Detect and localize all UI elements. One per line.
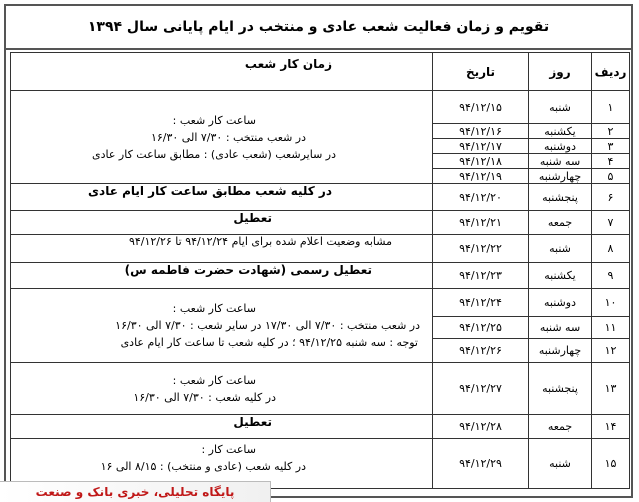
page-title: تقویم و زمان فعالیت شعب عادی و منتخب در ایام پایانی سال ۱۳۹۴	[6, 6, 631, 50]
row-day: چهارشنبه	[529, 169, 592, 184]
table-header	[11, 53, 630, 91]
row-day: چهارشنبه	[529, 339, 592, 363]
row-day: جمعه	[529, 211, 592, 235]
holiday-row-14: تعطیل	[11, 415, 433, 439]
note-line: در شعب منتخب : ۷/۳۰ الی ۱۶/۳۰	[150, 130, 306, 144]
row-number: ۱۰	[592, 289, 630, 317]
header-work-time: زمان کار شعب	[11, 53, 433, 91]
row-date: ۹۴/۱۲/۲۵	[433, 317, 529, 339]
holiday-row-7: تعطیل	[11, 211, 433, 235]
row-date: ۹۴/۱۲/۱۷	[433, 139, 529, 154]
note-line: در کلیه شعب : ۷/۳۰ الی ۱۶/۳۰	[133, 390, 276, 404]
row-date: ۹۴/۱۲/۱۸	[433, 154, 529, 169]
row-day: شنبه	[529, 91, 592, 124]
work-time-row-8: مشابه وضعیت اعلام شده برای ایام ۹۴/۱۲/۲۴ تا ۹۴/۱۲/۲۶	[11, 235, 433, 263]
row-day: سه شنبه	[529, 154, 592, 169]
note-line: توجه : سه شنبه ۹۴/۱۲/۲۵ ؛ در کلیه شعب تا ساعت کار ایام عادی	[120, 336, 418, 349]
table-row	[11, 235, 630, 263]
row-date: ۹۴/۱۲/۲۸	[433, 415, 529, 439]
watermark-logo: پایگاه تحلیلی، خبری بانک و صنعت	[0, 481, 271, 502]
row-date: ۹۴/۱۲/۱۵	[433, 91, 529, 124]
table-row	[11, 211, 630, 235]
row-day: پنجشنبه	[529, 184, 592, 211]
table-row	[11, 289, 630, 317]
header-date: تاریخ	[433, 53, 529, 91]
row-number: ۶	[592, 184, 630, 211]
row-number: ۱۵	[592, 439, 630, 489]
row-number: ۳	[592, 139, 630, 154]
document-frame	[4, 4, 633, 498]
row-day: سه شنبه	[529, 317, 592, 339]
row-date: ۹۴/۱۲/۲۲	[433, 235, 529, 263]
row-day: دوشنبه	[529, 289, 592, 317]
work-time-group-1	[11, 91, 433, 184]
row-date: ۹۴/۱۲/۲۹	[433, 439, 529, 489]
row-number: ۱۱	[592, 317, 630, 339]
note-line: در شعب منتخب : ۷/۳۰ الی ۱۷/۳۰ در سایر شعب : ۷/۳۰ الی ۱۶/۳۰	[115, 319, 420, 332]
row-date: ۹۴/۱۲/۲۶	[433, 339, 529, 363]
header-row: ردیف	[592, 53, 630, 91]
row-date: ۹۴/۱۲/۲۱	[433, 211, 529, 235]
row-number: ۱۴	[592, 415, 630, 439]
row-number: ۹	[592, 263, 630, 289]
row-day: یکشنبه	[529, 124, 592, 139]
note-line: ساعت کار شعب :	[172, 373, 256, 387]
row-number: ۸	[592, 235, 630, 263]
row-number: ۱۳	[592, 363, 630, 415]
row-number: ۷	[592, 211, 630, 235]
header-day: روز	[529, 53, 592, 91]
row-day: جمعه	[529, 415, 592, 439]
row-number: ۲	[592, 124, 630, 139]
table-row	[11, 363, 630, 415]
work-time-row-13	[11, 363, 433, 415]
row-day: شنبه	[529, 235, 592, 263]
row-date: ۹۴/۱۲/۲۴	[433, 289, 529, 317]
schedule-table	[10, 52, 630, 489]
row-number: ۵	[592, 169, 630, 184]
holiday-row-9: تعطیل رسمی (شهادت حضرت فاطمه س)	[11, 263, 433, 289]
work-time-row-6: در کلیه شعب مطابق ساعت کار ایام عادی	[11, 184, 433, 211]
note-line: در کلیه شعب (عادی و منتخب) : ۸/۱۵ الی ۱۶	[100, 460, 306, 473]
row-date: ۹۴/۱۲/۲۰	[433, 184, 529, 211]
row-date: ۹۴/۱۲/۲۳	[433, 263, 529, 289]
row-date: ۹۴/۱۲/۲۷	[433, 363, 529, 415]
note-line: ساعت کار شعب :	[172, 113, 256, 127]
row-number: ۴	[592, 154, 630, 169]
note-line: در سایرشعب (شعب عادی) : مطابق ساعت کار عادی	[91, 147, 336, 161]
work-time-group-2	[11, 289, 433, 363]
table-row	[11, 184, 630, 211]
table-row	[11, 415, 630, 439]
row-day: دوشنبه	[529, 139, 592, 154]
table-row	[11, 263, 630, 289]
row-date: ۹۴/۱۲/۱۹	[433, 169, 529, 184]
note-line: ساعت کار :	[201, 443, 256, 456]
row-number: ۱	[592, 91, 630, 124]
note-line: ساعت کار شعب :	[172, 302, 256, 315]
table-row	[11, 91, 630, 124]
row-date: ۹۴/۱۲/۱۶	[433, 124, 529, 139]
row-day: پنجشنبه	[529, 363, 592, 415]
row-day: شنبه	[529, 439, 592, 489]
row-number: ۱۲	[592, 339, 630, 363]
row-day: یکشنبه	[529, 263, 592, 289]
